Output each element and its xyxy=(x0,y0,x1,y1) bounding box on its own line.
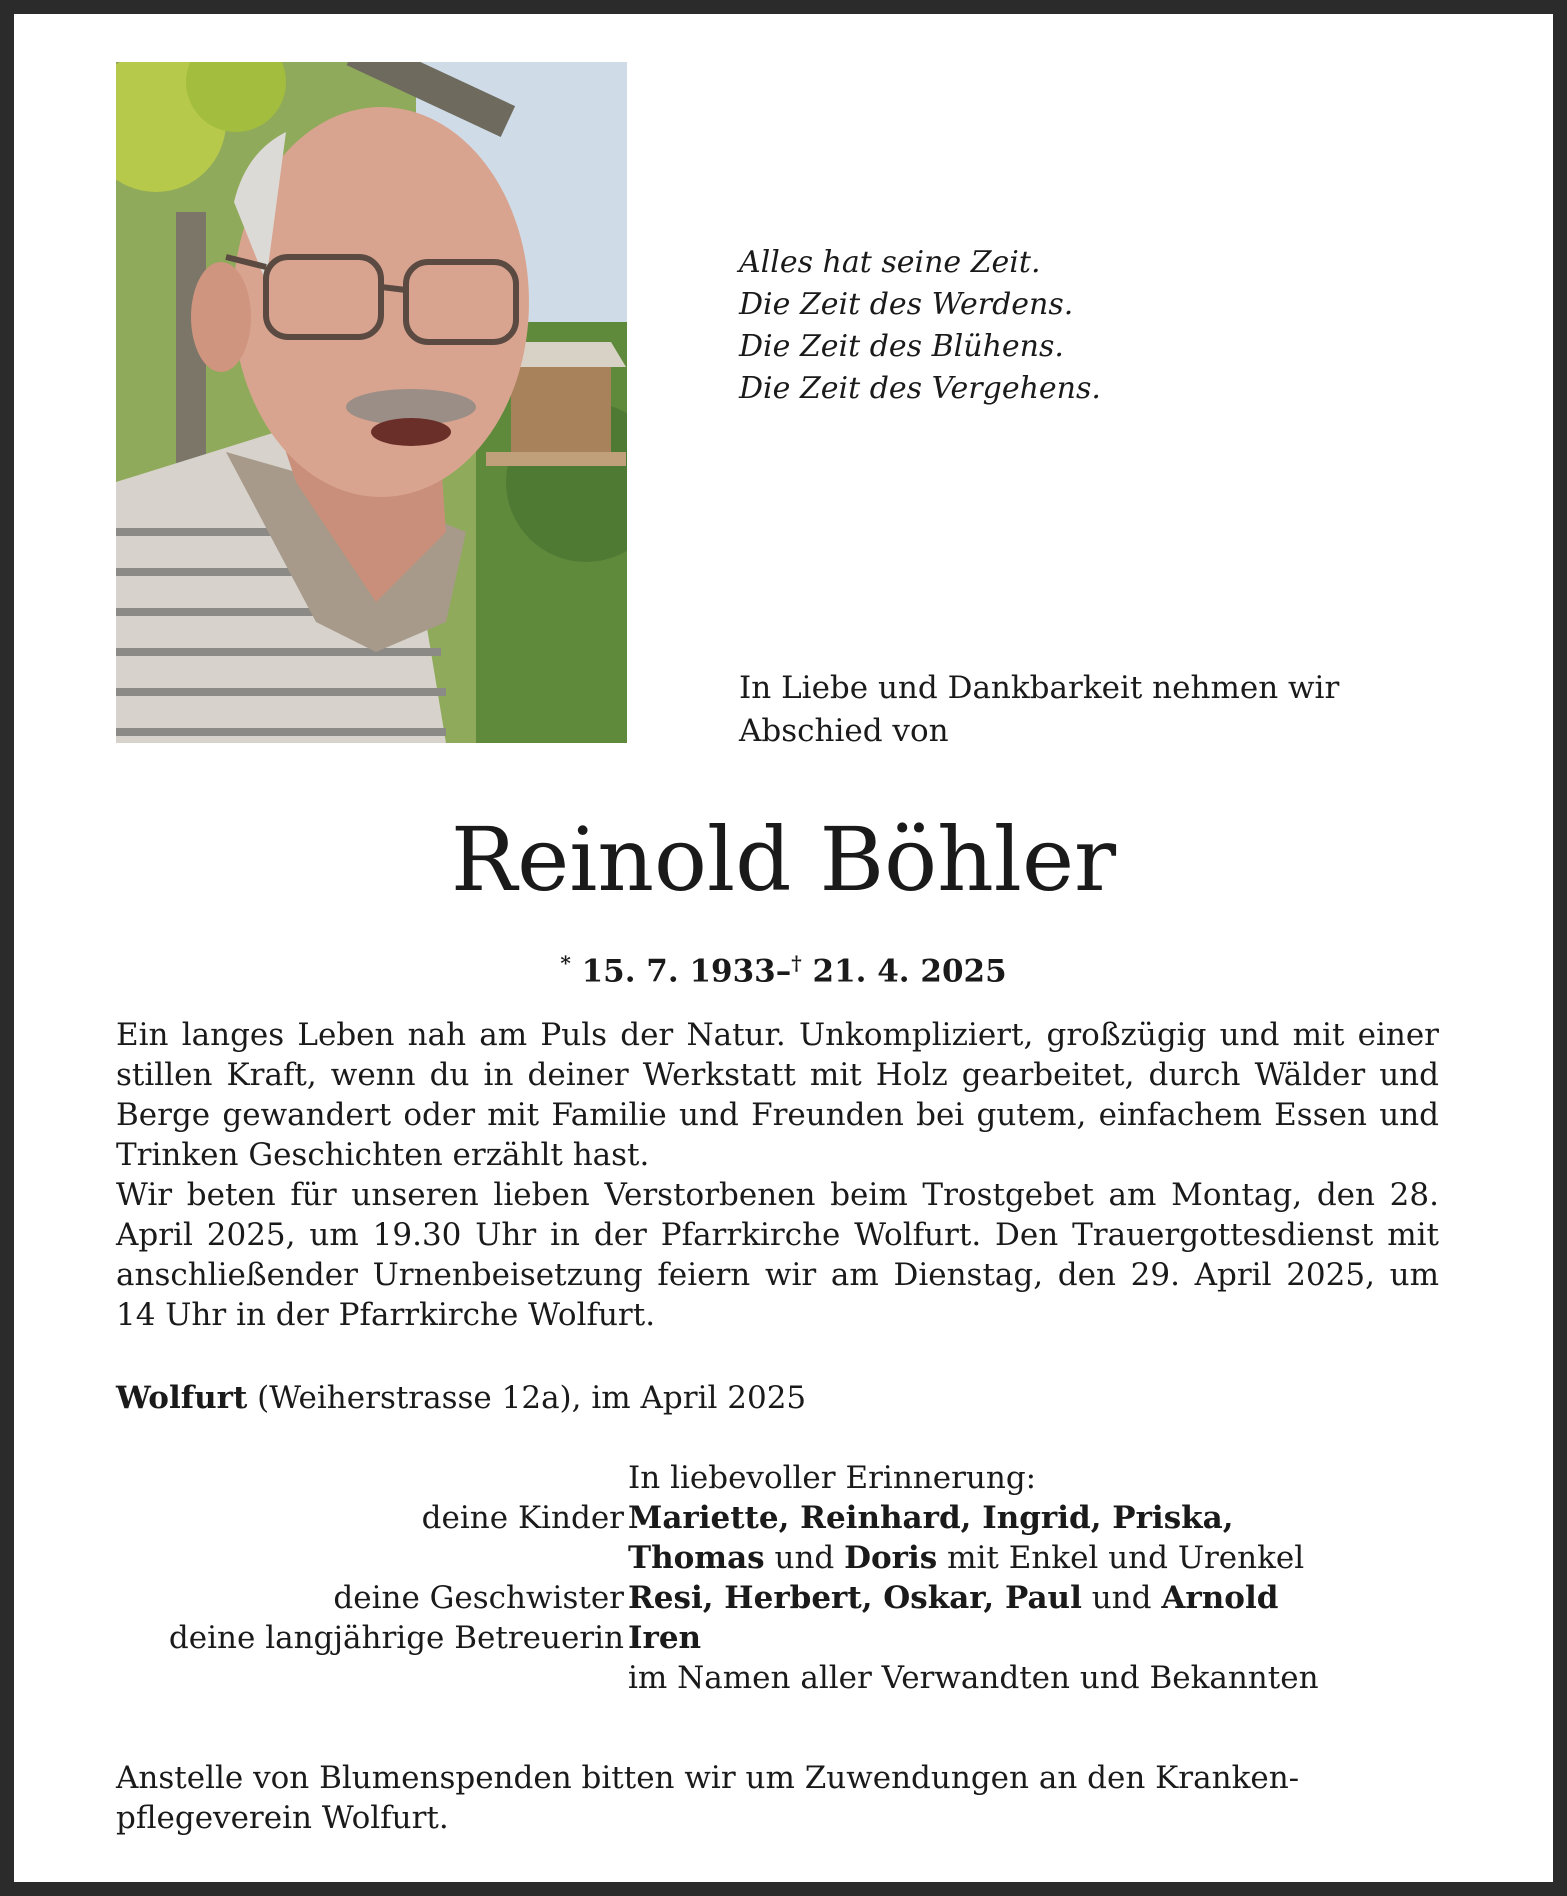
caregiver-name: Iren xyxy=(628,1620,702,1656)
deceased-name: Reinold Böhler xyxy=(450,808,1117,911)
portrait-photo xyxy=(116,62,627,743)
caregiver-label: deine langjährige Betreuerin xyxy=(168,1620,624,1656)
siblings-names xyxy=(628,1578,1278,1618)
sibling-arnold: Arnold xyxy=(1161,1580,1279,1616)
birth-date: 15. 7. 1933 xyxy=(581,953,776,990)
memory-heading: In liebevoller Erinnerung: xyxy=(628,1460,1037,1496)
intro-line: In Liebe und Dankbarkeit nehmen wir xyxy=(739,670,1340,706)
poem-line: Die Zeit des Blühens. xyxy=(739,329,1064,364)
address-date: (Weiherstrasse 12a), im April 2025 xyxy=(247,1380,807,1416)
date-separator: – xyxy=(775,953,792,990)
child-thomas: Thomas xyxy=(628,1540,765,1576)
child-doris: Doris xyxy=(844,1540,938,1576)
relatives-note: im Namen aller Verwandten und Bekannten xyxy=(628,1660,1319,1696)
donation-line: Anstelle von Blumenspenden bitten wir um Zuwendungen an den Kranken- xyxy=(116,1760,1300,1796)
death-date: 21. 4. 2025 xyxy=(812,953,1007,990)
poem-line: Die Zeit des Vergehens. xyxy=(739,371,1101,406)
poem-line: Alles hat seine Zeit. xyxy=(739,245,1041,280)
town-name: Wolfurt xyxy=(116,1380,248,1416)
siblings-list: Resi, Herbert, Oskar, Paul xyxy=(628,1580,1082,1616)
life-dates xyxy=(0,943,1567,991)
children-names-line2 xyxy=(628,1538,1304,1578)
death-symbol: † xyxy=(791,951,802,975)
tribute-paragraph: Ein langes Leben nah am Puls der Natur. Unkompliziert, großzügig und mit einer stillen Kraft, wenn du in deiner Werkstatt mit Holz gearbeitet, durch Wälder und Berge gewandert oder mit Familie und Freunden bei gutem, einfachem Essen und Trinken Geschichten erzählt hast. xyxy=(116,1017,1439,1173)
place-and-date xyxy=(116,1378,806,1418)
birth-symbol: * xyxy=(560,951,571,975)
siblings-label: deine Geschwister xyxy=(333,1580,624,1616)
farewell-intro xyxy=(739,667,1439,753)
donation-line: pflegeverein Wolfurt. xyxy=(116,1800,449,1836)
donation-note xyxy=(116,1758,1439,1838)
and-word: und xyxy=(1081,1580,1162,1616)
obituary-text xyxy=(116,1015,1439,1335)
intro-line: Abschied von xyxy=(739,713,949,749)
poem-line: Die Zeit des Werdens. xyxy=(739,287,1074,322)
children-label: deine Kinder xyxy=(421,1500,624,1536)
children-names xyxy=(628,1498,1234,1538)
children-names-line1: Mariette, Reinhard, Ingrid, Priska, xyxy=(628,1500,1234,1536)
and-word: und xyxy=(764,1540,845,1576)
poem xyxy=(739,242,1101,410)
caregiver-name-wrap xyxy=(628,1618,701,1658)
service-paragraph: Wir beten für unseren lieben Verstorbenen beim Trostgebet am Montag, den 28. April 2025, um 19.30 Uhr in der Pfarrkirche Wolfurt. Den Trauergottesdienst mit anschließender Urnenbeisetzung feiern wir am Dienstag, den 29. April 2025, um 14 Uhr in der Pfarrkirche Wolfurt. xyxy=(116,1177,1439,1333)
grandchildren-note: mit Enkel und Urenkel xyxy=(937,1540,1305,1576)
